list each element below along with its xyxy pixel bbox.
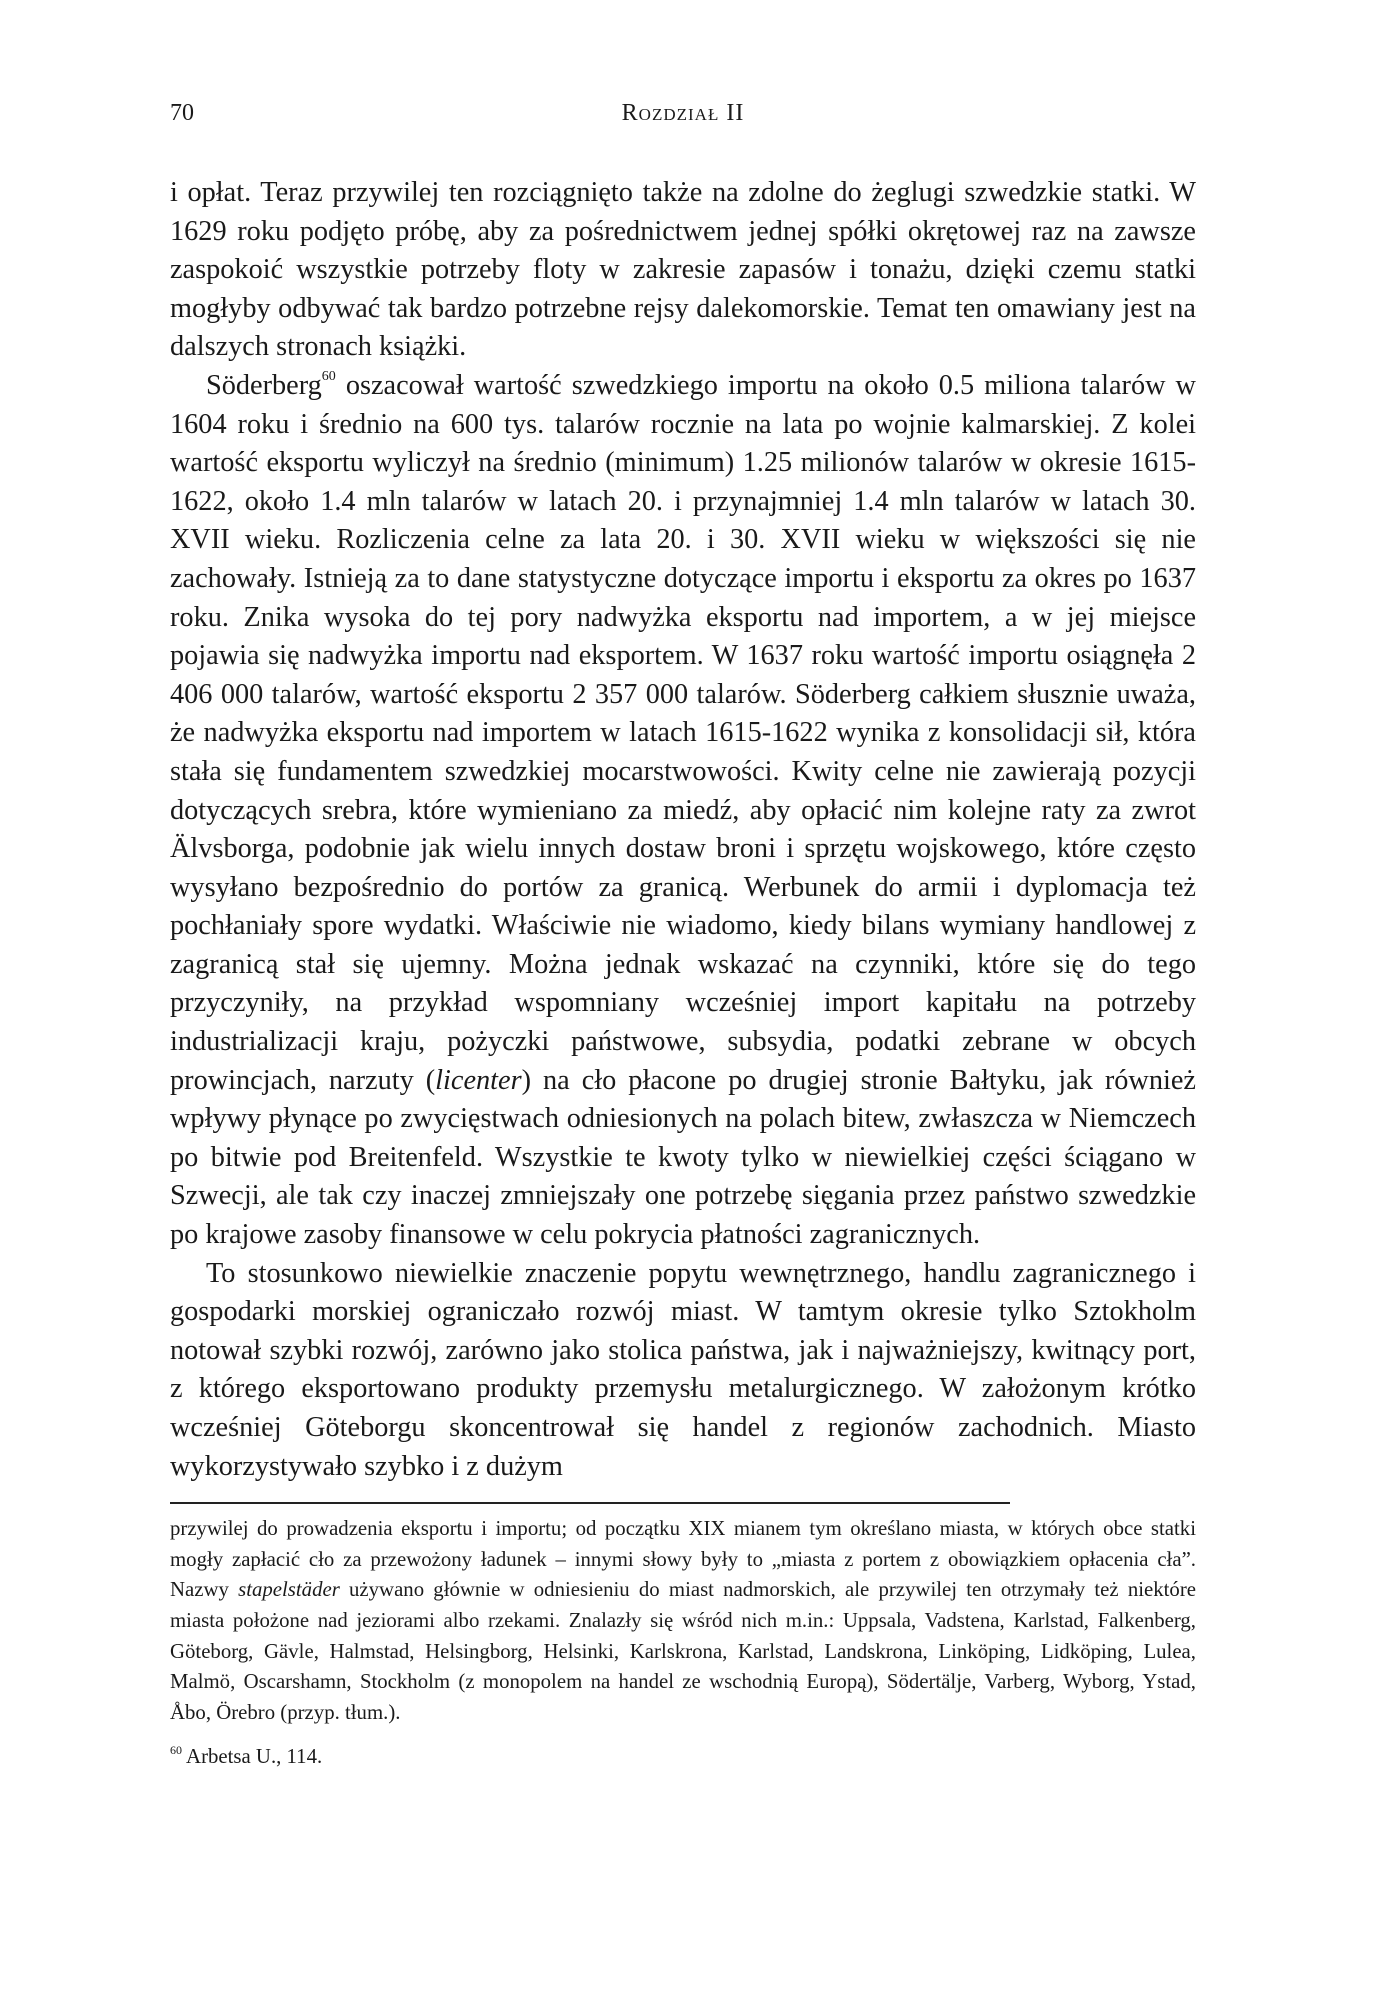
paragraph-2 bbox=[170, 367, 1196, 1255]
footnotes bbox=[170, 1514, 1196, 1773]
footnote-continued-text-b: używano głównie w odniesieniu do miast nadmorskich, ale przywilej ten otrzymały też niektóre miasta położone nad jeziorami albo rzekami. Znalazły się wśród nich m.in.: Uppsala, Vadstena, Karlstad, Falkenberg, Göteborg, Gävle, Halmstad, Helsingborg, Helsinki, Karlskrona, Karlstad, Landskrona, Linköping, Lidköping, Lulea, Malmö, Oscarshamn, Stockholm (z monopolem na handel ze wschodnią Europą), Södertälje, Varberg, Wyborg, Ystad, Åbo, Örebro (przyp. tłum.). bbox=[170, 1578, 1196, 1724]
chapter-title: Rozdział II bbox=[621, 100, 745, 126]
paragraph-1 bbox=[170, 174, 1196, 367]
paragraph-2-text: oszacował wartość szwedzkiego importu na około 0.5 miliona talarów w 1604 roku i średnio na 600 tys. talarów rocznie na lata po wojnie kalmarskiej. Z kolei wartość eksportu wyliczył na średnio (minimum) 1.25 milionów talarów w okresie 1615-1622, około 1.4 mln talarów w latach 20. i przynajmniej 1.4 mln talarów w latach 30. XVII wieku. Rozliczenia celne za lata 20. i 30. XVII wieku w większości się nie zachowały. Istnieją za to dane statystyczne dotyczące importu i eksportu za okres po 1637 roku. Znika wysoka do tej pory nadwyżka eksportu nad importem, a w jej miejsce pojawia się nadwyżka importu nad eksportem. W 1637 roku wartość importu osiągnęła 2 406 000 talarów, wartość eksportu 2 357 000 talarów. Söderberg całkiem słusznie uważa, że nadwyżka eksportu nad importem w latach 1615-1622 wynika z konsolidacji sił, która stała się fundamentem szwedzkiej mocarstwowości. Kwity celne nie zawierają pozycji dotyczących srebra, które wymieniano za miedź, aby opłacić nim kolejne raty za zwrot Älvsborga, podobnie jak wielu innych dostaw broni i sprzętu wojskowego, które często wysyłano bezpośrednio do portów za granicą. Werbunek do armii i dyplomacja też pochłaniały spore wydatki. Właściwie nie wiadomo, kiedy bilans wymiany handlowej z zagranicą stał się ujemny. Można jednak wskazać na czynniki, które się do tego przyczyniły, na przykład wspomniany wcześniej import kapitału na potrzeby industrializacji kraju, pożyczki państwowe, subsydia, podatki zebrane w obcych prowincjach, narzuty ( bbox=[170, 369, 1196, 1096]
paragraph-2-lead: Söderberg bbox=[206, 369, 322, 401]
paragraph-2-text-end: ) na cło płacone po drugiej stronie Bałtyku, jak również wpływy płynące po zwycięstwach odniesionych na polach bitew, zwłaszcza w Niemczech po bitwie pod Breitenfeld. Wszystkie te kwoty tylko w niewielkiej części ściągano w Szwecji, ale tak czy inaczej zmniejszały one potrzebę sięgania przez państwo szwedzkie po krajowe zasoby finansowe w celu pokrycia płatności zagranicznych. bbox=[170, 1064, 1196, 1251]
paragraph-2-italic-term: licenter bbox=[435, 1064, 522, 1096]
footnote-60 bbox=[170, 1742, 1196, 1773]
footnote-continued bbox=[170, 1514, 1196, 1728]
footnote-60-text: Arbetsa U., 114. bbox=[182, 1745, 323, 1769]
page-number: 70 bbox=[170, 100, 194, 126]
footnote-italic-term: stapelstäder bbox=[238, 1578, 340, 1602]
footnote-continued-text-a: przywilej do prowadzenia eksportu i importu; od początku XIX mianem tym określano miasta, w których obce statki mogły zapłacić cło za przewożony ładunek – innymi słowy były to „miasta z portem z obowiązkiem opłacenia cła”. Nazwy bbox=[170, 1517, 1196, 1602]
running-head bbox=[170, 100, 1196, 140]
book-page bbox=[170, 100, 1196, 1773]
paragraph-3-text: To stosunkowo niewielkie znaczenie popytu wewnętrznego, handlu zagranicznego i gospodarki morskiej ograniczało rozwój miast. W tamtym okresie tylko Sztokholm notował szybki rozwój, zarówno jako stolica państwa, jak i najważniejszy, kwitnący port, z którego eksportowano produkty przemysłu metalurgicznego. W założonym krótko wcześniej Göteborgu skoncentrował się handel z regionów zachodnich. Miasto wykorzystywało szybko i z dużym bbox=[170, 1257, 1196, 1482]
paragraph-1-text: i opłat. Teraz przywilej ten rozciągnięto także na zdolne do żeglugi szwedzkie statki. W 1629 roku podjęto próbę, aby za pośrednictwem jednej spółki okrętowej raz na zawsze zaspokoić wszystkie potrzeby floty w zakresie zapasów i tonażu, dzięki czemu statki mogłyby odbywać tak bardzo potrzebne rejsy dalekomorskie. Temat ten omawiany jest na dalszych stronach książki. bbox=[170, 177, 1196, 363]
main-text bbox=[170, 174, 1196, 1486]
paragraph-3 bbox=[170, 1255, 1196, 1487]
footnote-divider bbox=[170, 1502, 1010, 1504]
footnote-ref-60[interactable]: 60 bbox=[321, 368, 336, 384]
footnote-60-number: 60 bbox=[170, 1743, 182, 1758]
